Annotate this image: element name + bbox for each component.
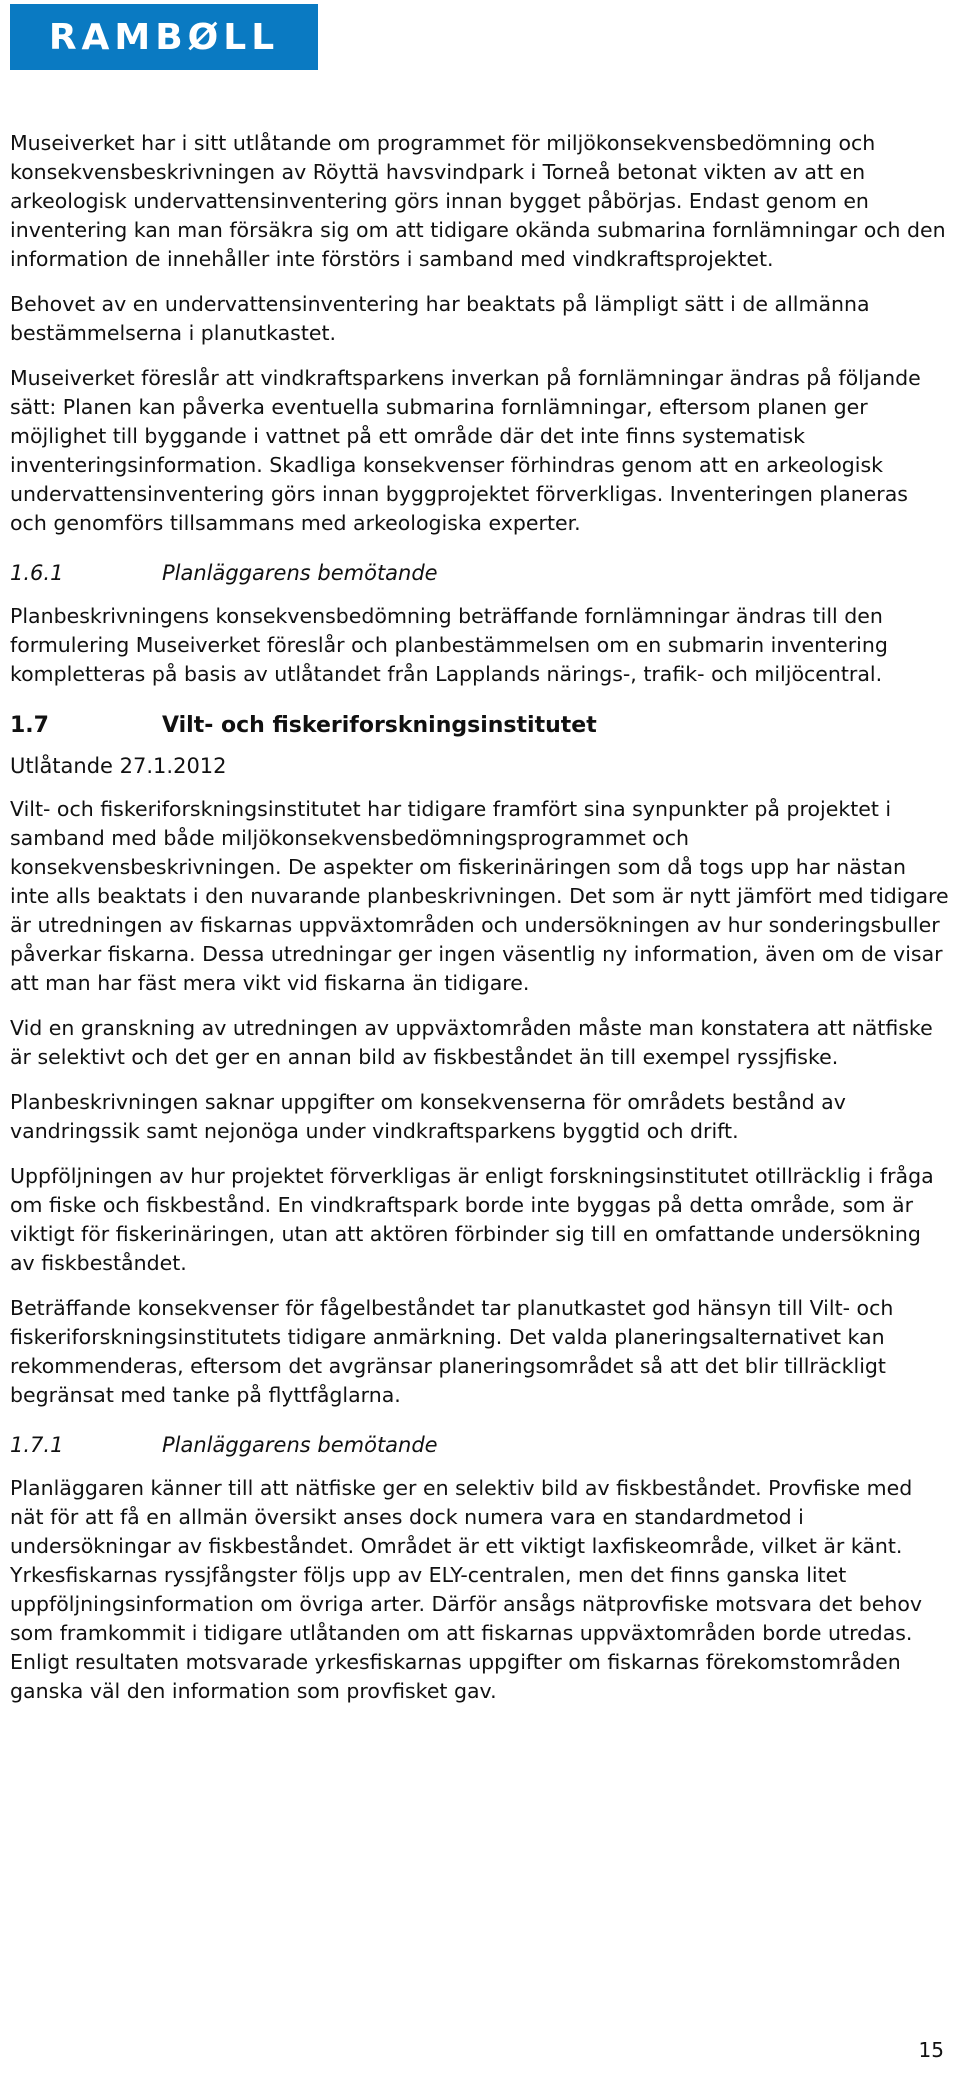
section-heading-1-7 [10,711,950,741]
ramboll-logo [10,4,318,70]
paragraph: Vid en granskning av utredningen av uppväxtområden måste man konstatera att nätfiske är selektivt och det ger en annan bild av fiskbeståndet än till exempel ryssjfiske. [10,1016,933,1069]
section-number: 1.7 [10,713,49,738]
section-heading-1-7-1 [10,1430,950,1460]
paragraph: Uppföljningen av hur projektet förverkligas är enligt forskningsinstitutet otillräcklig i fråga om fiske och fiskbestånd. En vindkraftspark borde inte byggas på detta område, som är viktigt för fiskerinäringen, utan att aktören förbinder sig till en omfattande undersökning av fiskbeståndet. [10,1164,934,1275]
paragraph: Vilt- och fiskeriforskningsinstitutet har tidigare framfört sina synpunkter på projektet i samband med både miljökonsekvensbedömningsprogrammet och konsekvensbeskrivningen. De aspekter om fiskerinäringen som då togs upp har nästan inte alls beaktats i den nuvarande planbeskrivningen. Det som är nytt jämfört med tidigare är utredningen av fiskarnas uppväxtområden och undersökningen av hur sonderingsbuller påverkar fiskarna. Dessa utredningar ger ingen väsentlig ny information, även om de visar att man har fäst mera vikt vid fiskarna än tidigare. [10,797,949,995]
document-body [10,129,950,1722]
paragraph: Beträffande konsekvenser för fågelbeståndet tar planutkastet god hänsyn till Vilt- och fiskeriforskningsinstitutets tidigare anmärkning. Det valda planeringsalternativet kan rekommenderas, eftersom det avgränsar planeringsområdet så att det blir tillräckligt begränsat med tanke på flyttfåglarna. [10,1296,894,1407]
section-title: Vilt- och fiskeriforskningsinstitutet [162,713,597,738]
section-number: 1.7.1 [10,1433,64,1457]
paragraph: Museiverket har i sitt utlåtande om programmet för miljökonsekvensbedömning och konsekvensbeskrivningen av Röyttä havsvindpark i Torneå betonat vikten av att en arkeologisk undervattensinventering görs innan bygget påbörjas. Endast genom en inventering kan man försäkra sig om att tidigare okända submarina fornlämningar och den information de innehåller inte förstörs i samband med vindkraftsprojektet. [10,131,946,271]
paragraph: Planbeskrivningen saknar uppgifter om konsekvenserna för områdets bestånd av vandringssik samt nejonöga under vindkraftsparkens byggtid och drift. [10,1090,846,1143]
paragraph: Planbeskrivningens konsekvensbedömning beträffande fornlämningar ändras till den formulering Museiverket föreslår och planbestämmelsen om en submarin inventering kompletteras på basis av utlåtandet från Lapplands närings-, trafik- och miljöcentral. [10,604,888,686]
paragraph: Museiverket föreslår att vindkraftsparkens inverkan på fornlämningar ändras på följande sätt: Planen kan påverka eventuella submarina fornlämningar, eftersom planen ger möjlighet till byggande i vattnet på ett område där det inte finns systematisk inventeringsinformation. Skadliga konsekvenser förhindras genom att en arkeologisk undervattensinventering görs innan byggprojektet förverkligas. Inventeringen planeras och genomförs tillsammans med arkeologiska experter. [10,366,921,535]
section-title: Planläggarens bemötande [162,561,438,585]
section-heading-1-6-1 [10,558,950,588]
statement-date: Utlåtande 27.1.2012 [10,754,227,778]
paragraph: Planläggaren känner till att nätfiske ger en selektiv bild av fiskbeståndet. Provfiske med nät för att få en allmän översikt anses dock numera vara en standardmetod i undersökningar av fiskbeståndet. Området är ett viktigt laxfiskeområde, vilket är känt. Yrkesfiskarnas ryssjfångster följs upp av ELY-centralen, men det finns ganska litet uppföljningsinformation om övriga arter. Därför ansågs nätprovfiske motsvara det behov som framkommit i tidigare utlåtanden om att fiskarnas uppväxtområden borde utredas. Enligt resultaten motsvarade yrkesfiskarnas uppgifter om fiskarnas förekomstområden ganska väl den information som provfisket gav. [10,1476,923,1703]
section-number: 1.6.1 [10,561,64,585]
paragraph: Behovet av en undervattensinventering har beaktats på lämpligt sätt i de allmänna bestämmelserna i planutkastet. [10,292,870,345]
section-title: Planläggarens bemötande [162,1433,438,1457]
logo-text: RAMBØLL [48,16,280,58]
page-number: 15 [918,2038,944,2062]
